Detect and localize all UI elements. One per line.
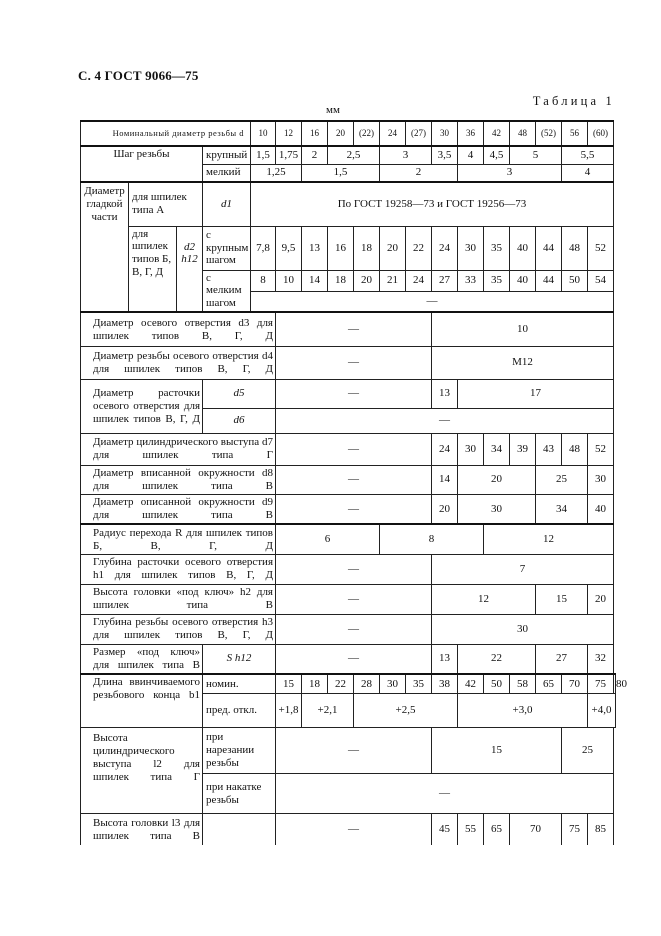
dash-cell: — [276, 554, 432, 584]
sub-label: номин. [203, 674, 276, 694]
table-row [81, 674, 616, 694]
cell: 75 [588, 674, 614, 694]
row-label: Диаметр расточки осевого отверстия для шпилек типов В, Г, Д [81, 379, 203, 433]
cell: 17 [458, 379, 614, 408]
cell: 20 [458, 465, 536, 494]
cell: 6 [276, 524, 380, 554]
cell: 3 [458, 164, 562, 182]
cell: 1,25 [251, 164, 302, 182]
cell: 40 [588, 494, 614, 524]
cell: 8 [380, 524, 484, 554]
data-table [80, 120, 627, 845]
cell: 15 [432, 728, 562, 774]
table-row [81, 226, 616, 270]
dia-cell: 56 [562, 121, 588, 146]
cell: 25 [562, 728, 614, 774]
row-label: Высота цилиндрического выступа l2 для шпилек типа Г [81, 728, 203, 814]
sub-label: пред. откл. [203, 694, 276, 728]
table-row [81, 554, 616, 584]
cell: 30 [588, 465, 614, 494]
cell: 32 [588, 644, 614, 673]
cell: 40 [510, 270, 536, 291]
cell: 25 [536, 465, 588, 494]
dash-cell: — [276, 312, 432, 346]
cell: 20 [380, 226, 406, 270]
cell: 20 [354, 270, 380, 291]
cell: 44 [536, 270, 562, 291]
cell: 4 [562, 164, 614, 182]
row-label: Диаметр цилиндрического выступа d7 для шпилек типа Г [81, 433, 276, 465]
cell: 15 [536, 584, 588, 614]
cell: 2 [302, 146, 328, 164]
cell: 39 [510, 433, 536, 465]
cell: 30 [380, 674, 406, 694]
cell: 10 [276, 270, 302, 291]
cell: 40 [510, 226, 536, 270]
dash-cell: — [276, 644, 432, 673]
row-label: Диаметр гладкой части [81, 182, 129, 312]
cell: 42 [458, 674, 484, 694]
cell: +2,5 [354, 694, 458, 728]
symbol: S h12 [203, 644, 276, 673]
cell: 13 [302, 226, 328, 270]
sub-label: мелкий [203, 164, 251, 182]
sub-label: для шпилек типов Б, В, Г, Д [129, 226, 177, 312]
cell: 27 [432, 270, 458, 291]
row-label: Глубина расточки осевого отверстия h1 для шпилек типов В, Г, Д [81, 554, 276, 584]
cell: 18 [354, 226, 380, 270]
dia-cell: (60) [588, 121, 614, 146]
dia-cell: 20 [328, 121, 354, 146]
cell: 45 [432, 814, 458, 845]
dash-cell: — [276, 346, 432, 379]
cell: 30 [432, 614, 614, 644]
dia-cell: 30 [432, 121, 458, 146]
cell: 54 [588, 270, 614, 291]
cell: 48 [562, 433, 588, 465]
symbol: d6 [203, 408, 276, 433]
table-row [81, 312, 616, 346]
cell: 55 [458, 814, 484, 845]
sub-label: с мелким шагом [203, 270, 251, 312]
cell: 1,5 [302, 164, 380, 182]
cell: 3,5 [432, 146, 458, 164]
dia-cell: (22) [354, 121, 380, 146]
dash-cell: — [276, 494, 432, 524]
cell: 22 [406, 226, 432, 270]
table-row [81, 584, 616, 614]
dia-cell: 36 [458, 121, 484, 146]
cell: 30 [458, 494, 536, 524]
cell: +4,0 [588, 694, 616, 728]
dash-cell: — [251, 291, 614, 312]
cell: 5 [510, 146, 562, 164]
cell: 24 [432, 433, 458, 465]
cell: 30 [458, 226, 484, 270]
table-row [81, 146, 616, 164]
row-label: Шаг резьбы [81, 146, 203, 182]
cell: 70 [562, 674, 588, 694]
dia-cell: (27) [406, 121, 432, 146]
cell: 35 [484, 226, 510, 270]
row-label: Диаметр осевого отверстия d3 для шпилек типов В, Г, Д [81, 312, 276, 346]
cell: 20 [588, 584, 614, 614]
row-label: Размер «под ключ» для шпилек типа В [81, 644, 203, 673]
symbol: d5 [203, 379, 276, 408]
cell: 70 [510, 814, 562, 845]
cell: 35 [406, 674, 432, 694]
cell: 58 [510, 674, 536, 694]
dash-cell: — [276, 614, 432, 644]
cell: 14 [432, 465, 458, 494]
symbol: d2 h12 [177, 226, 203, 312]
dash-cell: — [276, 728, 432, 774]
table-row [81, 728, 616, 774]
dash-cell: — [276, 814, 432, 845]
dia-cell: 42 [484, 121, 510, 146]
cell: 1,5 [251, 146, 276, 164]
cell: 5,5 [562, 146, 614, 164]
cell: 12 [484, 524, 614, 554]
cell: 22 [328, 674, 354, 694]
cell: 33 [458, 270, 484, 291]
sub-label: при нарезании резьбы [203, 728, 276, 774]
page-header: С. 4 ГОСТ 9066—75 [78, 68, 199, 83]
row-label: Диаметр резьбы осевого отверстия d4 для шпилек типов В, Г, Д [81, 346, 276, 379]
dia-cell: (52) [536, 121, 562, 146]
cell: 9,5 [276, 226, 302, 270]
cell: М12 [432, 346, 614, 379]
cell: 18 [328, 270, 354, 291]
cell: 80 [614, 674, 616, 694]
dia-cell: 12 [276, 121, 302, 146]
cell: +1,8 [276, 694, 302, 728]
cell: 38 [432, 674, 458, 694]
header-row [81, 121, 616, 146]
cell: 12 [432, 584, 536, 614]
cell: 24 [406, 270, 432, 291]
cell: 14 [302, 270, 328, 291]
dia-cell: 16 [302, 121, 328, 146]
cell [203, 814, 276, 845]
dash-cell: — [276, 465, 432, 494]
cell: 65 [484, 814, 510, 845]
cell: 1,75 [276, 146, 302, 164]
dash-cell: — [276, 774, 614, 814]
sub-label: крупный [203, 146, 251, 164]
row-label: Диаметр описанной окружности d9 для шпилек типа В [81, 494, 276, 524]
sub-label: с крупным шагом [203, 226, 251, 270]
cell: 4,5 [484, 146, 510, 164]
cell: +2,1 [302, 694, 354, 728]
cell: 35 [484, 270, 510, 291]
table-caption: Таблица 1 [532, 94, 615, 108]
table-row [81, 814, 616, 845]
nominal-diameter-label: Номинальный диаметр резьбы d [81, 121, 251, 146]
cell: 34 [484, 433, 510, 465]
row-label: Диаметр вписанной окружности d8 для шпилек типа В [81, 465, 276, 494]
dia-cell: 10 [251, 121, 276, 146]
cell: 52 [588, 433, 614, 465]
dash-cell: — [276, 433, 432, 465]
cell: 3 [380, 146, 432, 164]
row-label: Высота головки l3 для шпилек типа В [81, 814, 203, 845]
table-row [81, 379, 616, 408]
cell: 7 [432, 554, 614, 584]
cell: 4 [458, 146, 484, 164]
row-label: Длина ввинчиваемого резьбового конца b1 [81, 674, 203, 728]
sub-label: при накатке резьбы [203, 774, 276, 814]
table-row [81, 644, 616, 673]
cell: 16 [328, 226, 354, 270]
cell: 52 [588, 226, 614, 270]
cell: По ГОСТ 19258—73 и ГОСТ 19256—73 [251, 182, 614, 226]
row-label: Высота головки «под ключ» h2 для шпилек типа В [81, 584, 276, 614]
cell: 18 [302, 674, 328, 694]
cell: 20 [432, 494, 458, 524]
cell: 8 [251, 270, 276, 291]
cell: 65 [536, 674, 562, 694]
dash-cell: — [276, 584, 432, 614]
cell: 15 [276, 674, 302, 694]
cell: 28 [354, 674, 380, 694]
table-row [81, 433, 616, 465]
cell: 85 [588, 814, 614, 845]
cell: 27 [536, 644, 588, 673]
table-row [81, 465, 616, 494]
cell: 13 [432, 379, 458, 408]
unit-label: мм [326, 104, 340, 116]
cell: 2,5 [328, 146, 380, 164]
dia-cell: 48 [510, 121, 536, 146]
cell: +3,0 [458, 694, 588, 728]
cell: 2 [380, 164, 458, 182]
cell: 10 [432, 312, 614, 346]
table-row [81, 614, 616, 644]
dash-cell: — [276, 379, 432, 408]
row-label: Радиус перехода R для шпилек типов Б, В, Г, Д [81, 524, 276, 554]
cell: 50 [484, 674, 510, 694]
symbol: d1 [203, 182, 251, 226]
cell: 43 [536, 433, 562, 465]
dia-cell: 24 [380, 121, 406, 146]
row-label: Глубина резьбы осевого отверстия h3 для шпилек типов В, Г, Д [81, 614, 276, 644]
table-row [81, 346, 616, 379]
cell: 44 [536, 226, 562, 270]
cell: 7,8 [251, 226, 276, 270]
cell: 21 [380, 270, 406, 291]
cell: 48 [562, 226, 588, 270]
cell: 24 [432, 226, 458, 270]
table-row [81, 182, 616, 226]
cell: 13 [432, 644, 458, 673]
table-row [81, 524, 616, 554]
cell: 22 [458, 644, 536, 673]
dash-cell: — [276, 408, 614, 433]
cell: 75 [562, 814, 588, 845]
sub-label: для шпилек типа А [129, 182, 203, 226]
table-row [81, 494, 616, 524]
cell: 30 [458, 433, 484, 465]
cell: 50 [562, 270, 588, 291]
cell: 34 [536, 494, 588, 524]
